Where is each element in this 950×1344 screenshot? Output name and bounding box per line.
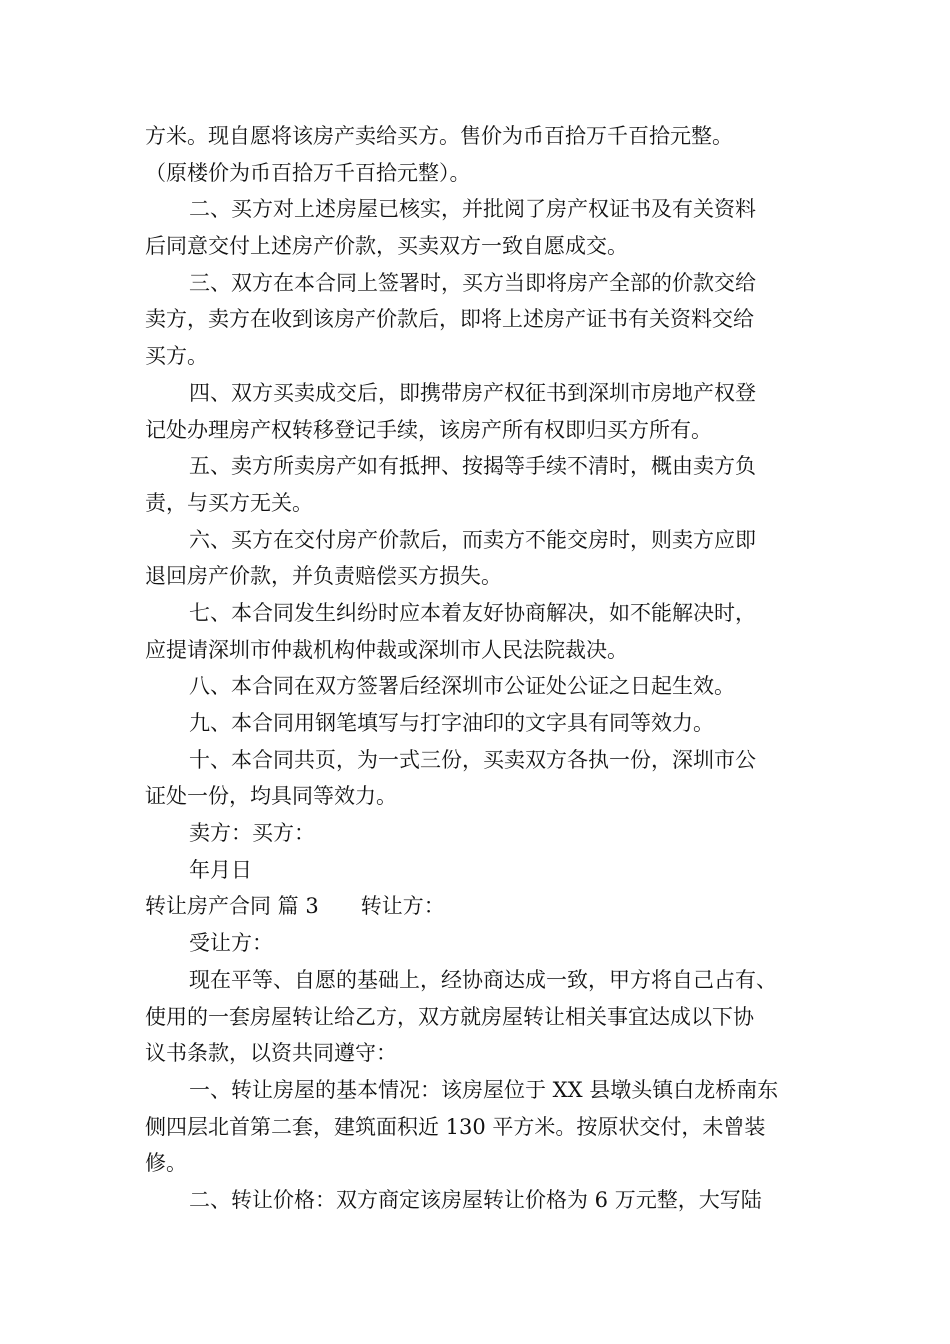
text-line: 方米。现自愿将该房产卖给买方。售价为币百拾万千百拾元整。: [145, 124, 733, 148]
document-page: [145, 118, 810, 1219]
text-line: （原楼价为币百拾万千百拾元整）。: [145, 160, 471, 185]
clause-5-line: 五、卖方所卖房产如有抵押、按揭等手续不清时，概由卖方负: [189, 454, 756, 479]
transfer-clause-1-line: 一、转让房屋的基本情况：该房屋位于 XX 县墩头镇白龙桥南东: [189, 1077, 779, 1102]
text-line: 责，与买方无关。: [145, 490, 313, 515]
text-line: 侧四层北首第二套，建筑面积近 130 平方米。按原状交付，未曾装: [145, 1114, 766, 1139]
clause-3-line: 三、双方在本合同上签署时，买方当即将房产全部的价款交给: [189, 270, 756, 295]
date-line: 年月日: [189, 857, 252, 882]
transferor-label: 转让方：: [360, 894, 445, 919]
text-line: 卖方，卖方在收到该房产价款后，即将上述房产证书有关资料交给: [145, 307, 754, 332]
text-line: 修。: [145, 1151, 187, 1176]
text-line: 买方。: [145, 344, 208, 369]
section-heading-line: [145, 888, 810, 925]
clause-4-line: 四、双方买卖成交后，即携带房产权征书到深圳市房地产权登: [189, 380, 756, 405]
text-line: 证处一份，均具同等效力。: [145, 784, 397, 809]
text-line: 应提请深圳市仲裁机构仲裁或深圳市人民法院裁决。: [145, 637, 628, 662]
clause-6-line: 六、买方在交付房产价款后，而卖方不能交房时，则卖方应即: [189, 527, 756, 552]
signature-line: 卖方：买方：: [189, 821, 315, 846]
clause-8-line: 八、本合同在双方签署后经深圳市公证处公证之日起生效。: [189, 674, 735, 699]
clause-10-line: 十、本合同共页，为一式三份，买卖双方各执一份，深圳市公: [189, 747, 756, 772]
clause-2-line: 二、买方对上述房屋已核实，并批阅了房产权证书及有关资料: [189, 197, 756, 222]
text-line: 退回房产价款，并负责赔偿买方损失。: [145, 564, 502, 589]
text-line: 后同意交付上述房产价款，买卖双方一致自愿成交。: [145, 234, 628, 259]
text-line: 使用的一套房屋转让给乙方，双方就房屋转让相关事宜达成以下协: [145, 1004, 754, 1029]
section-heading: 转让房产合同 篇 3: [145, 894, 319, 919]
text-line: 记处办理房产权转移登记手续，该房产所有权即归买方所有。: [145, 417, 712, 442]
text-line: 议书条款，以资共同遵守：: [145, 1041, 397, 1066]
transfer-clause-2-line: 二、转让价格：双方商定该房屋转让价格为 6 万元整，大写陆: [189, 1187, 762, 1212]
clause-7-line: 七、本合同发生纠纷时应本着友好协商解决，如不能解决时，: [189, 600, 756, 625]
preamble-line: 现在平等、自愿的基础上，经协商达成一致，甲方将自己占有、: [189, 967, 777, 992]
transferee-label: 受让方：: [189, 931, 273, 956]
clause-9-line: 九、本合同用钢笔填写与打字油印的文字具有同等效力。: [189, 711, 714, 735]
